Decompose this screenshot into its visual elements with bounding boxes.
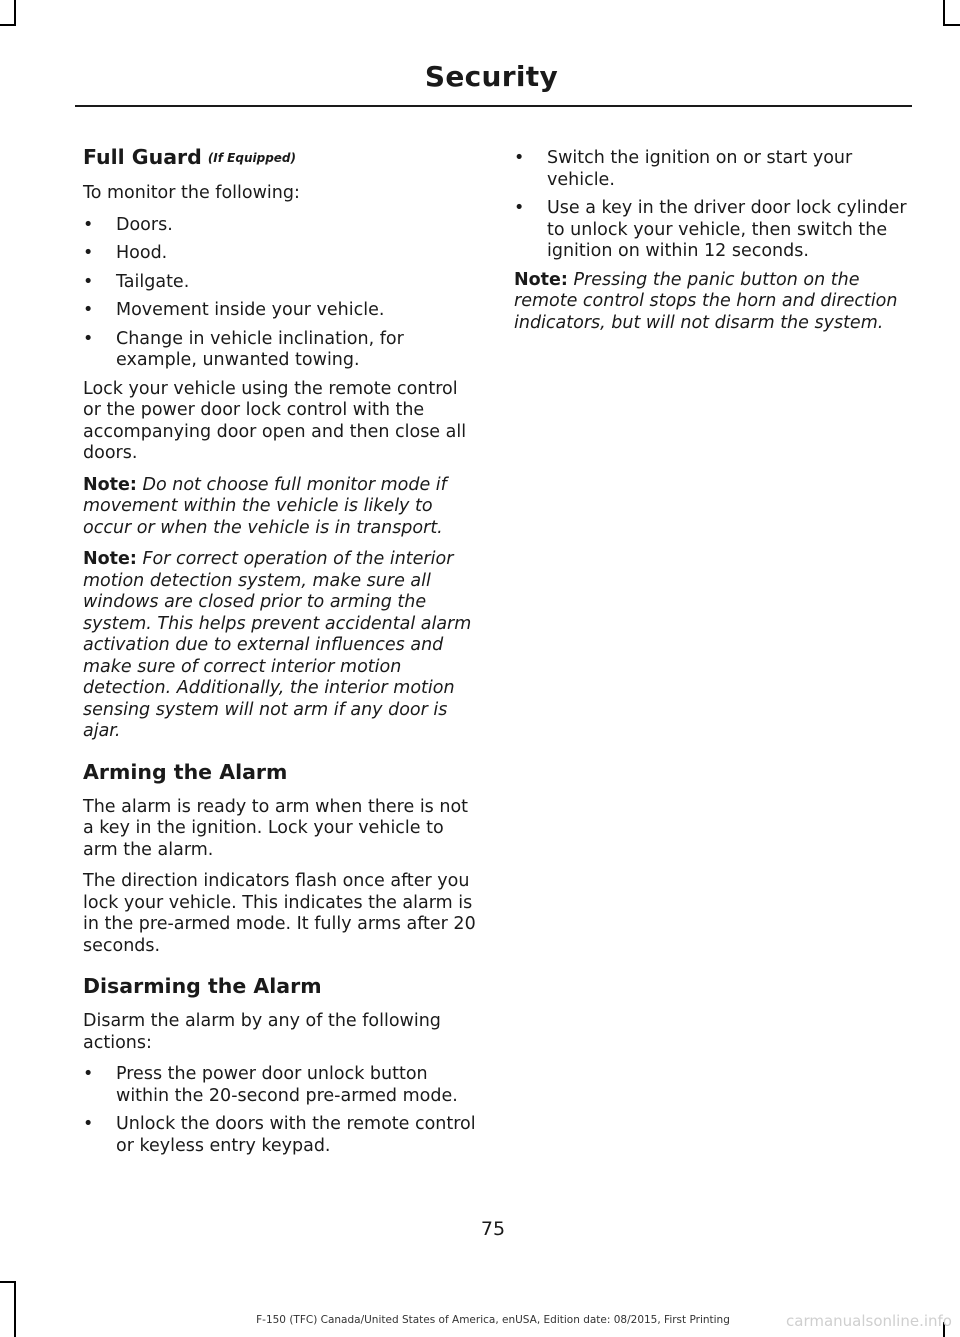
list-item: • Tailgate. — [83, 272, 478, 294]
list-item: • Doors. — [83, 215, 478, 237]
page-number: 75 — [480, 1218, 506, 1240]
full-guard-intro: To monitor the following: — [83, 183, 300, 203]
crop-mark — [943, 0, 945, 26]
full-guard-heading — [83, 144, 478, 171]
crop-mark — [14, 0, 16, 26]
list-item: • Movement inside your vehicle. — [83, 300, 478, 322]
crop-mark — [0, 1281, 16, 1283]
list-item: • Change in vehicle inclination, for example, unwanted towing. — [83, 329, 478, 372]
list-item: • Use a key in the driver door lock cylinder to unlock your vehicle, then switch the ignition on within 12 seconds. — [514, 198, 909, 263]
crop-mark — [14, 1281, 16, 1337]
disarming-intro: Disarm the alarm by any of the following actions: — [83, 1011, 441, 1053]
list-item: • Hood. — [83, 243, 478, 265]
note-motion-detection — [83, 549, 478, 743]
note-text: Do not choose full monitor mode if movement within the vehicle is likely to occur or when the vehicle is in transport. — [83, 474, 447, 538]
arming-paragraph-1: The alarm is ready to arm when there is not a key in the ignition. Lock your vehicle to arm the alarm. — [83, 796, 469, 860]
footer-edition: F-150 (TFC) Canada/United States of America, enUSA, Edition date: 08/2015, First Printing — [256, 1314, 730, 1326]
note-panic-button — [514, 270, 909, 335]
lock-paragraph: Lock your vehicle using the remote control or the power door lock control with the accompanying door open and then close all doors. — [83, 378, 467, 463]
header-rule — [75, 105, 912, 107]
crop-mark — [0, 24, 16, 26]
note-text: Pressing the panic button on the remote control stops the horn and direction indicators, but will not disarm the system. — [514, 269, 898, 333]
left-column — [83, 144, 478, 1164]
note-label: Note: — [83, 474, 137, 495]
monitor-list — [83, 215, 478, 372]
arming-paragraph-2: The direction indicators flash once after you lock your vehicle. This indicates the alarm is in the pre-armed mode. It fully arms after 20 seconds. — [83, 871, 476, 956]
full-guard-qualifier: (If Equipped) — [207, 151, 296, 165]
disarming-heading: Disarming the Alarm — [83, 974, 322, 998]
arming-heading: Arming the Alarm — [83, 759, 288, 784]
note-transport — [83, 475, 478, 540]
disarm-list-continued — [514, 148, 909, 263]
full-guard-title: Full Guard — [83, 145, 202, 169]
list-item: • Unlock the doors with the remote control or keyless entry keypad. — [83, 1114, 478, 1157]
note-label: Note: — [514, 269, 568, 290]
note-text: For correct operation of the interior motion detection system, make sure all windows are closed prior to arming the system. This helps prevent accidental alarm activation due to external influences and make sure of correct interior motion detection. Additionally, the interior motion sensing system will not arm if any door is ajar. — [83, 549, 472, 741]
page-title: Security — [424, 60, 558, 93]
right-column — [514, 148, 909, 344]
list-item: • Switch the ignition on or start your vehicle. — [514, 148, 909, 191]
crop-mark — [943, 24, 960, 26]
list-item: • Press the power door unlock button within the 20-second pre-armed mode. — [83, 1064, 478, 1107]
note-label: Note: — [83, 549, 137, 569]
watermark: carmanualsonline.info — [786, 1312, 952, 1330]
disarm-list — [83, 1064, 478, 1157]
